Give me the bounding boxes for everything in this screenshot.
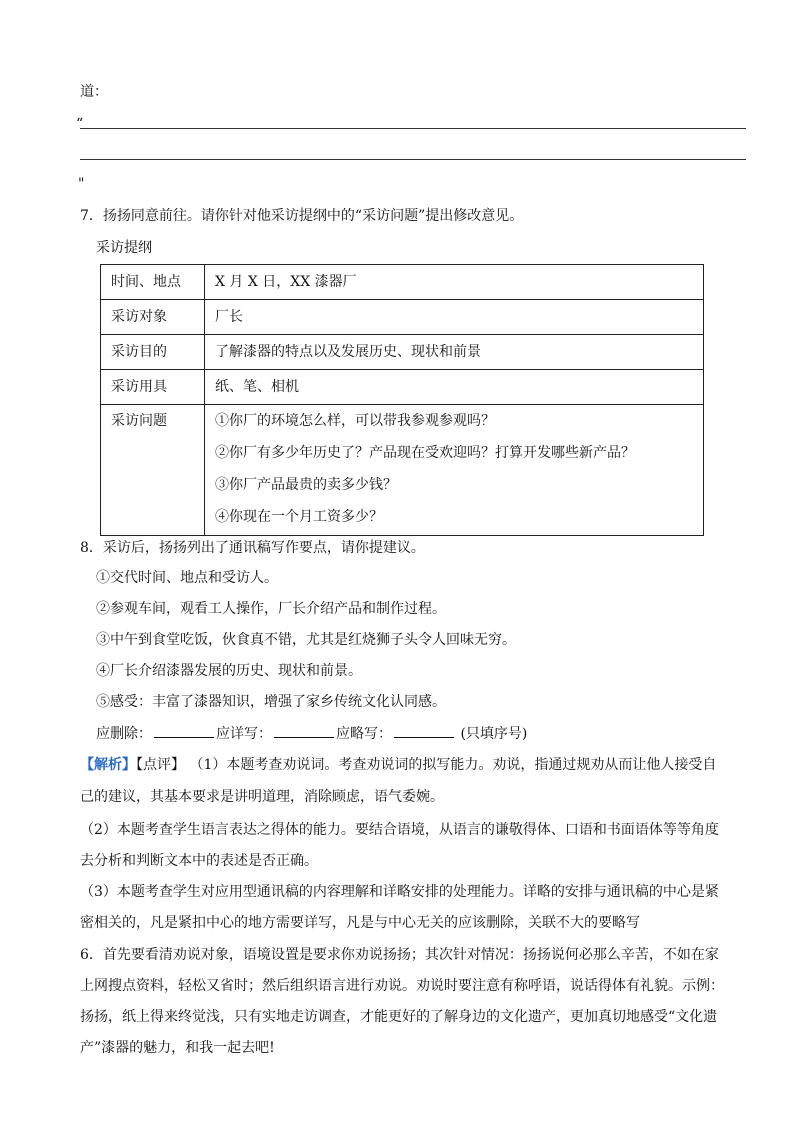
- interview-outline-table: [100, 264, 704, 536]
- analysis-text: （1）本题考查劝说词。考查劝说词的拟写能力。劝说，指通过规劝从而让他人接受自: [189, 757, 717, 773]
- row-key: 采访目的: [101, 335, 205, 370]
- analysis-line-1: [80, 755, 716, 775]
- fill-in-line: [96, 723, 527, 744]
- dao-label: 道：: [80, 84, 108, 100]
- list-item: ⑤感受：丰富了漆器知识，增强了家乡传统文化认同感。: [96, 694, 446, 710]
- fill-delete-label: 应删除：: [96, 726, 152, 742]
- row-value: X 月 X 日，XX 漆器厂: [205, 265, 704, 300]
- row-value: 厂长: [205, 300, 704, 335]
- fill-brief-label: 应略写：: [336, 726, 392, 742]
- analysis-text: （3）本题考查学生对应用型通讯稿的内容理解和详略安排的处理能力。详略的安排与通讯稿的中心是紧: [80, 884, 719, 900]
- row-key: 时间、地点: [101, 265, 205, 300]
- answer-6-text: 产”漆器的魅力，和我一起去吧!: [80, 1040, 275, 1056]
- analysis-text: 密相关的，凡是紧扣中心的地方需要详写，凡是与中心无关的应该删除，关联不大的要略写: [80, 915, 640, 931]
- analysis-text: 去分析和判断文本中的表述是否正确。: [80, 853, 318, 869]
- list-item: ①交代时间、地点和受访人。: [96, 570, 278, 586]
- detail-blank[interactable]: [274, 723, 334, 738]
- answer-line-1: [80, 128, 746, 129]
- answer-6-text: 扬扬，纸上得来终觉浅，只有实地走访调查，才能更好的了解身边的文化遗产，更加真切地感受“文化遗: [80, 1009, 718, 1025]
- list-item: ③中午到食堂吃饭，伙食真不错，尤其是红烧狮子头令人回味无穷。: [96, 632, 516, 648]
- fill-note: (只填序号): [460, 726, 528, 742]
- interview-question: ④你现在一个月工资多少？: [215, 509, 383, 525]
- open-quote: “: [76, 116, 84, 132]
- list-item: ④厂长介绍漆器发展的历史、现状和前景。: [96, 663, 362, 679]
- question-8: 8．采访后，扬扬列出了通讯稿写作要点，请你提建议。: [80, 540, 425, 556]
- analysis-text: （2）本题考查学生语言表达之得体的能力。要结合语境，从语言的谦敬得体、口语和书面语体等等角度: [80, 822, 719, 838]
- interview-question: ①你厂的环境怎么样，可以带我参观参观吗？: [215, 413, 495, 429]
- brief-blank[interactable]: [394, 723, 454, 738]
- row-value: 了解漆器的特点以及发展历史、现状和前景: [205, 335, 704, 370]
- answer-line-2: [80, 159, 746, 160]
- analysis-text: 己的建议，其基本要求是讲明道理，消除顾虑，语气委婉。: [80, 789, 444, 805]
- interview-question: ③你厂产品最贵的卖多少钱？: [215, 477, 397, 493]
- list-item: ②参观车间，观看工人操作，厂长介绍产品和制作过程。: [96, 601, 446, 617]
- delete-blank[interactable]: [154, 723, 214, 738]
- answer-6-text: 上网搜点资料，轻松又省时；然后组织语言进行劝说。劝说时要注意有称呼语，说话得体有礼貌。示例：: [80, 978, 724, 994]
- answer-6-text: 6．首先要看清劝说对象，语境设置是要求你劝说扬扬；其次针对情况：扬扬说何必那么辛苦，不如在家: [80, 947, 719, 963]
- row-key: 采访用具: [101, 370, 205, 405]
- row-key: 采访问题: [101, 405, 205, 536]
- close-quote: ": [78, 176, 85, 192]
- table-row: [101, 335, 704, 370]
- row-value: 纸、笔、相机: [205, 370, 704, 405]
- table-row: [101, 405, 704, 536]
- question-7: 7．扬扬同意前往。请你针对他采访提纲中的“采访问题”提出修改意见。: [80, 208, 524, 224]
- comment-tag: 【点评】: [136, 757, 185, 773]
- interview-question: ②你厂有多少年历史了？产品现在受欢迎吗？打算开发哪些新产品？: [215, 445, 635, 461]
- table-row: [101, 300, 704, 335]
- outline-title: 采访提纲: [96, 240, 152, 256]
- row-key: 采访对象: [101, 300, 205, 335]
- table-row: [101, 265, 704, 300]
- table-row: [101, 370, 704, 405]
- analysis-tag: 【解析】: [80, 757, 136, 773]
- fill-detail-label: 应详写：: [216, 726, 272, 742]
- questions-cell: [205, 405, 704, 536]
